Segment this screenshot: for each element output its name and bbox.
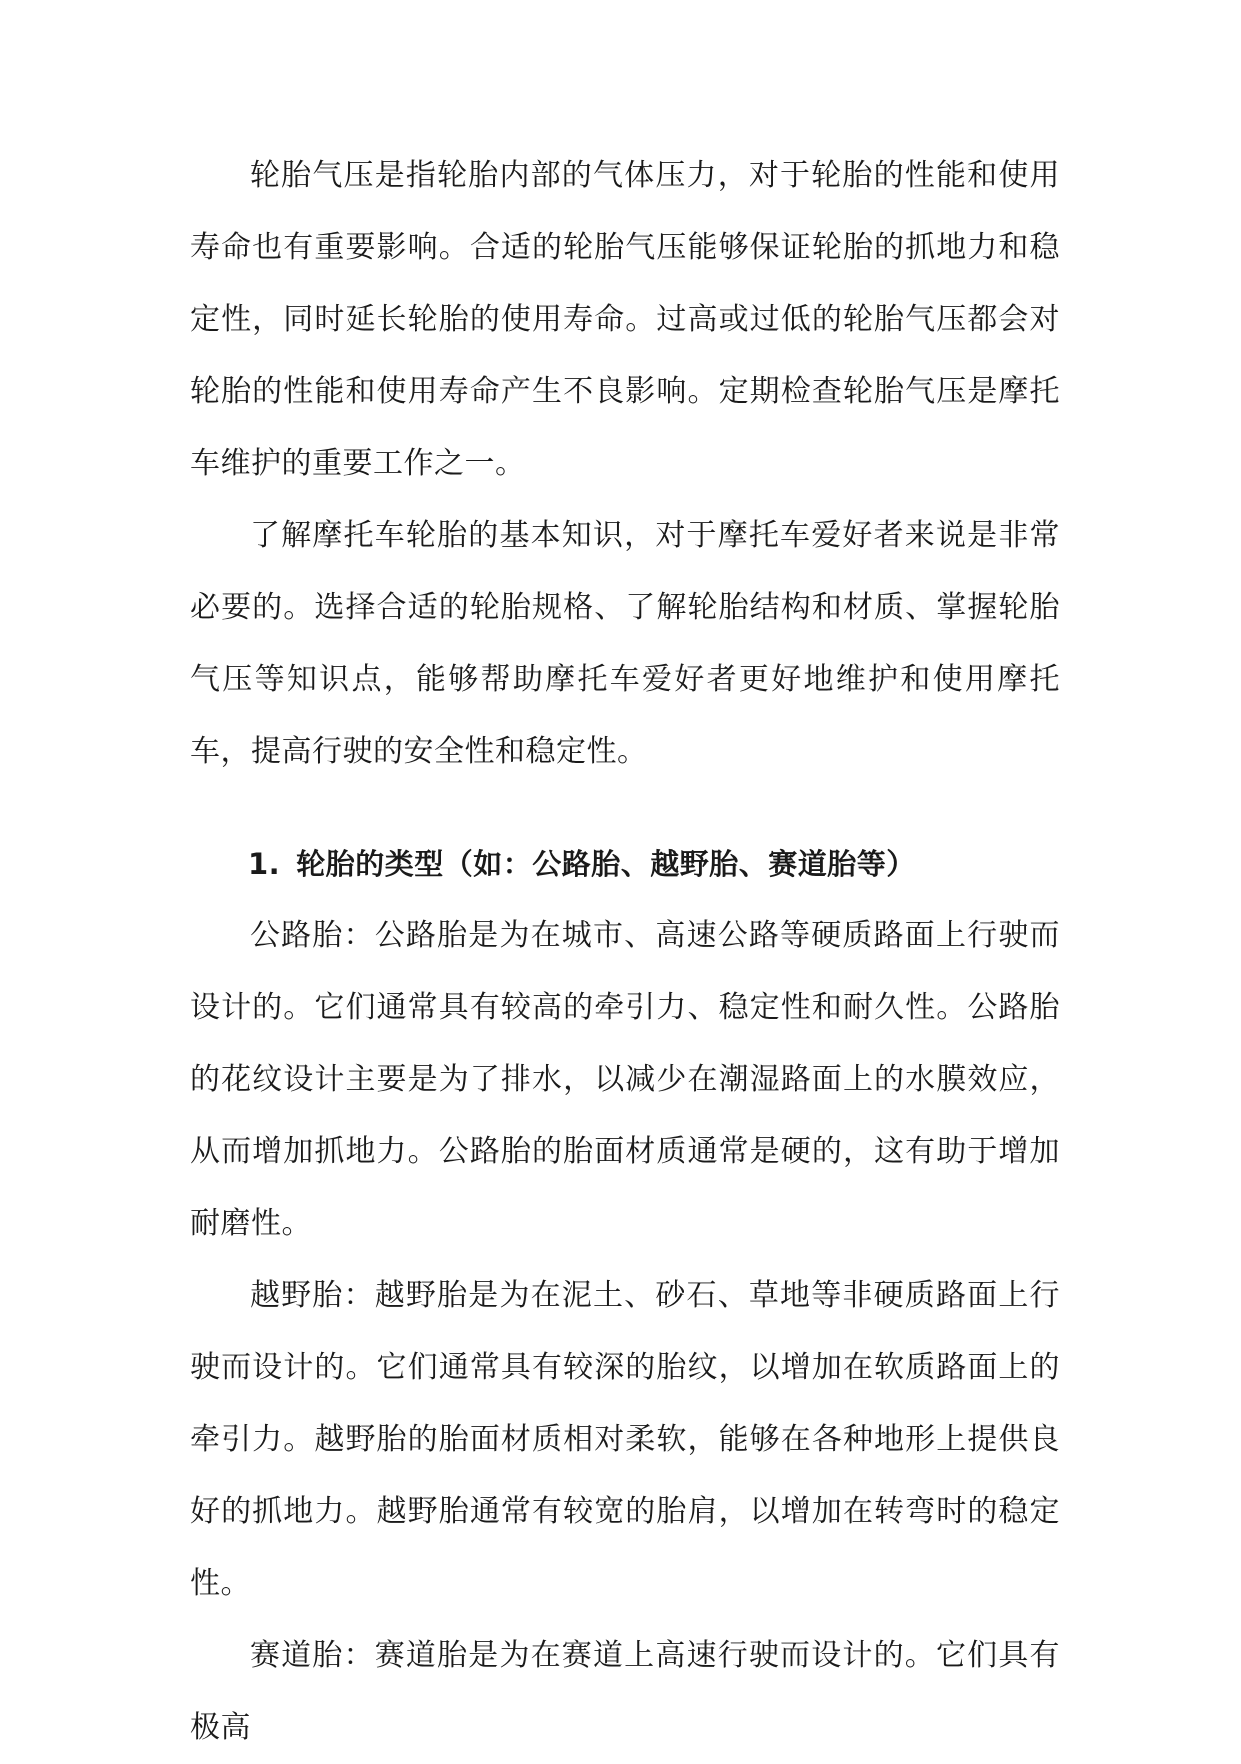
section-title: 轮胎的类型（如：公路胎、越野胎、赛道胎等） [296, 847, 916, 881]
body-text [190, 140, 1060, 1764]
paragraph-track-tire: 赛道胎：赛道胎是为在赛道上高速行驶而设计的。它们具有极高 [190, 1638, 1060, 1745]
section-number: 1. [248, 847, 281, 881]
paragraph-road-tire: 公路胎：公路胎是为在城市、高速公路等硬质路面上行驶而设计的。它们通常具有较高的牵引力、稳定性和耐久性。公路胎的花纹设计主要是为了排水，以减少在潮湿路面上的水膜效应，从而增加抓地力。公路胎的胎面材质通常是硬的，这有助于增加耐磨性。 [190, 918, 1060, 1241]
section-heading [190, 828, 1060, 900]
paragraph-tire-pressure: 轮胎气压是指轮胎内部的气体压力，对于轮胎的性能和使用寿命也有重要影响。合适的轮胎气压能够保证轮胎的抓地力和稳定性，同时延长轮胎的使用寿命。过高或过低的轮胎气压都会对轮胎的性能和使用寿命产生不良影响。定期检查轮胎气压是摩托车维护的重要工作之一。 [190, 158, 1060, 481]
paragraph-tire-knowledge: 了解摩托车轮胎的基本知识，对于摩托车爱好者来说是非常必要的。选择合适的轮胎规格、了解轮胎结构和材质、掌握轮胎气压等知识点，能够帮助摩托车爱好者更好地维护和使用摩托车，提高行驶的安全性和稳定性。 [190, 518, 1060, 769]
paragraph-offroad-tire: 越野胎：越野胎是为在泥土、砂石、草地等非硬质路面上行驶而设计的。它们通常具有较深的胎纹，以增加在软质路面上的牵引力。越野胎的胎面材质相对柔软，能够在各种地形上提供良好的抓地力。越野胎通常有较宽的胎肩，以增加在转弯时的稳定性。 [190, 1278, 1060, 1601]
